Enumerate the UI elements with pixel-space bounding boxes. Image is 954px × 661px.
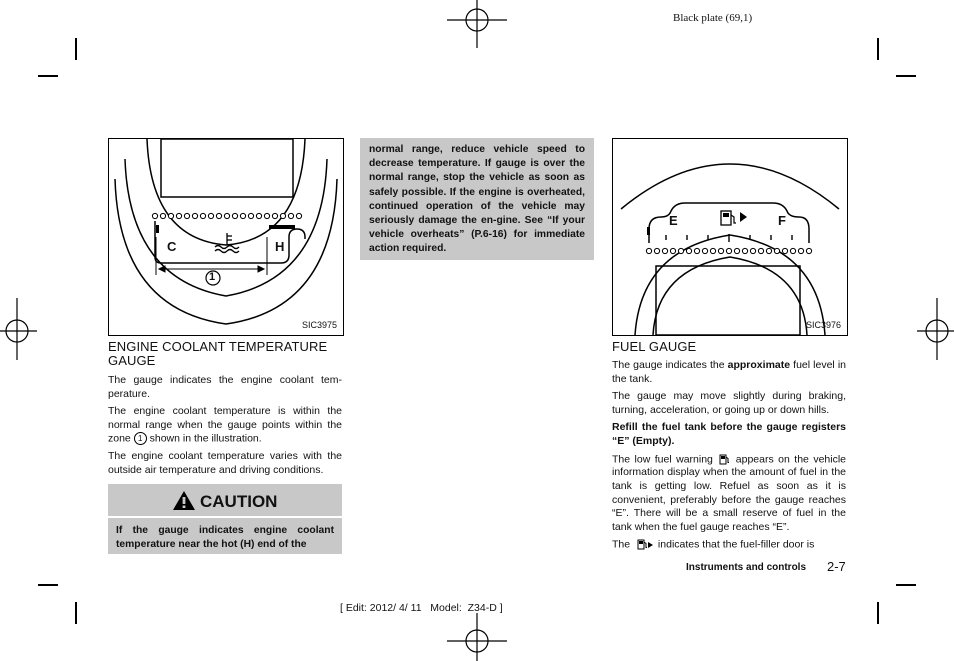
gauge-label-hot: H [275,239,285,254]
paragraph-text: indicates that the fuel-filler door is [655,538,815,551]
fuel-gauge-figure [612,138,848,336]
footer-section-name: Instruments and controls [686,562,807,573]
zone-number-label: 1 [209,271,216,283]
paragraph-bold: Refill the fuel tank before the gauge registers “E” (Empty). [612,421,846,447]
paragraph-text: The gauge indicates the [612,359,728,371]
section-heading: ENGINE COOLANT TEMPERATURE GAUGE [108,339,328,368]
crosshair-icon [447,613,507,661]
caution-title: CAUTION [200,492,278,511]
fuel-door-icon [633,538,655,551]
emphasis-text: approximate [727,359,791,371]
paragraph: The engine coolant temperature varies with the outside air temperature and driving conditions. [108,450,342,476]
paragraph-text: shown in the illustration. [146,432,262,445]
crosshair-icon [917,298,954,360]
paragraph [612,359,846,386]
coolant-gauge-figure [108,138,344,336]
paragraph-text: The low fuel warning [612,452,718,465]
fuel-section [612,340,846,552]
caution-text: If the gauge indicates engine coolant temperature near the hot (H) end of the [116,525,334,551]
caution-continuation [360,138,594,260]
paragraph: The gauge indicates the engine coolant tem-perature. [108,374,342,400]
paragraph-text: The engine coolant temperature is within the normal range when the gauge points within the zone [108,405,342,445]
edit-info: [ Edit: 2012/ 4/ 11 Model: Z34-D ] [340,602,503,614]
plate-label: Black plate (69,1) [673,12,753,24]
caution-body [108,518,342,554]
coolant-temperature-icon [215,233,239,253]
paragraph-text: The [612,538,634,551]
page-number: 2-7 [827,559,846,574]
paragraph [612,538,846,552]
caution-header [108,484,342,518]
zone-number-inline: 1 [134,432,147,445]
figure-code: SIC3975 [301,320,337,330]
paragraph [612,453,846,535]
fuel-gauge-illustration [613,139,847,335]
gauge-label-full: F [778,213,786,228]
fuel-pump-icon [721,211,747,225]
paragraph-text: appears on the vehicle information display when the amount of fuel in the tank is getting low. Refuel as soon as it is convenient, preferably before the gauge reaches “E”. There will be a small reserve of fuel in the tank when the fuel gauge reaches “E”. [612,452,847,533]
caution-triangle-icon [172,490,196,511]
caution-text: normal range, reduce vehicle speed to decrease temperature. If gauge is over the normal range, stop the vehicle as soon as safely possible. If the engine is overheated, continued operation of the vehicle may seriously damage the en-gine. See “If your vehicle overheats” (P.6-16) for immediate action required. [369,144,585,255]
coolant-section [108,340,342,477]
paragraph: The gauge may move slightly during braking, turning, acceleration, or going up or down hills. [612,390,846,416]
figure-code: SIC3976 [805,320,841,330]
crosshair-icon [0,298,37,360]
low-fuel-warning-icon [717,453,731,466]
gauge-label-empty: E [669,213,678,228]
paragraph-text: fuel level in the tank. [612,359,847,385]
paragraph [108,405,342,446]
crosshair-icon [447,0,507,48]
coolant-gauge-illustration [109,139,343,335]
section-heading: FUEL GAUGE [612,339,697,354]
gauge-label-cold: C [167,239,177,254]
